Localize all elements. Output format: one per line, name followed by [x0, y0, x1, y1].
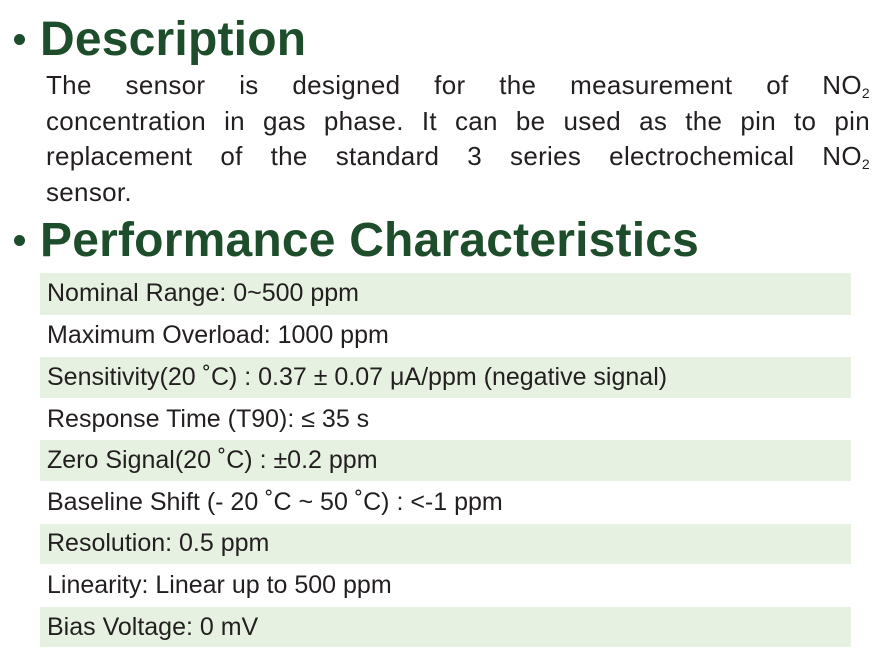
- spec-row-nominal-range: Nominal Range: 0~500 ppm: [40, 273, 851, 315]
- performance-spec-table: [40, 273, 851, 647]
- spec-row-maximum-overload: Maximum Overload: 1000 ppm: [40, 315, 851, 357]
- description-line-2: concentration in gas phase. It can be used as the pin to pin: [46, 105, 870, 136]
- spec-row-baseline-shift: Baseline Shift (- 20 ˚C ~ 50 ˚C) : <-1 ppm: [40, 481, 851, 523]
- spec-row-sensitivity: Sensitivity(20 ˚C) : 0.37 ± 0.07 μA/ppm (negative signal): [40, 356, 851, 398]
- performance-heading-text: Performance Characteristics: [40, 214, 700, 267]
- spec-row-resolution: Resolution: 0.5 ppm: [40, 523, 851, 565]
- description-line-3: replacement of the standard 3 series electrochemical $NO_2$: [46, 141, 870, 172]
- bullet-icon: [14, 235, 25, 246]
- spec-row-zero-signal: Zero Signal(20 ˚C) : ±0.2 ppm: [40, 439, 851, 481]
- bullet-icon: [14, 34, 25, 45]
- description-heading-text: Description: [40, 13, 307, 66]
- description-line-4: sensor.: [46, 176, 132, 207]
- spec-row-linearity: Linearity: Linear up to 500 ppm: [40, 564, 851, 606]
- description-heading: [10, 12, 306, 67]
- description-line-1: The sensor is designed for the measurement of $NO_2$: [46, 70, 870, 101]
- description-paragraph: [46, 68, 870, 210]
- spec-row-response-time: Response Time (T90): ≤ 35 s: [40, 398, 851, 440]
- performance-heading: [10, 213, 699, 268]
- spec-row-bias-voltage: Bias Voltage: 0 mV: [40, 606, 851, 648]
